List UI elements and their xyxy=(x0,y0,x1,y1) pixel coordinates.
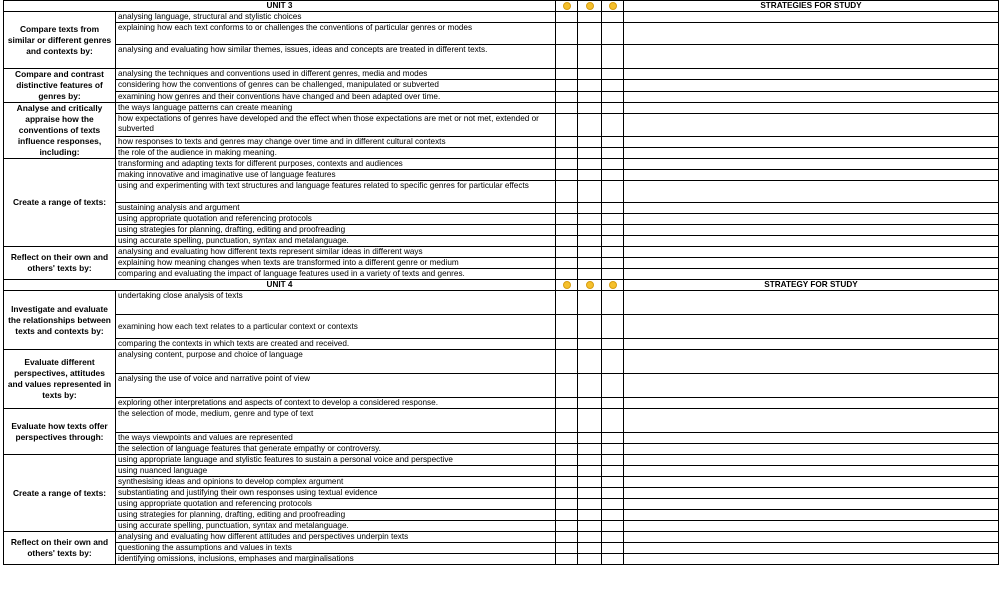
table-row xyxy=(4,291,999,315)
rating-cell-good[interactable] xyxy=(556,170,578,181)
criterion-text: analysing and evaluating how different attitudes and perspectives underpin texts xyxy=(116,532,556,543)
rating-cell-good[interactable] xyxy=(556,181,578,203)
table-row xyxy=(4,225,999,236)
criterion-text: using accurate spelling, punctuation, syntax and metalanguage. xyxy=(116,236,556,247)
rating-cell-good[interactable] xyxy=(556,236,578,247)
strategy-cell[interactable] xyxy=(624,444,999,455)
strategy-cell[interactable] xyxy=(624,236,999,247)
category-label: Create a range of texts: xyxy=(4,455,116,532)
strategy-cell[interactable] xyxy=(624,455,999,466)
table-row xyxy=(4,159,999,170)
strategy-cell[interactable] xyxy=(624,350,999,374)
rating-cell-poor[interactable] xyxy=(602,181,624,203)
frown-face-icon xyxy=(602,280,624,291)
table-row xyxy=(4,12,999,23)
rating-cell-ok[interactable] xyxy=(578,247,602,258)
table-row xyxy=(4,488,999,499)
table-row xyxy=(4,455,999,466)
strategy-cell[interactable] xyxy=(624,69,999,80)
table-row xyxy=(4,147,999,158)
table-row xyxy=(4,398,999,409)
rating-cell-good[interactable] xyxy=(556,103,578,114)
strategy-cell[interactable] xyxy=(624,499,999,510)
rating-cell-poor[interactable] xyxy=(602,350,624,374)
strategy-cell[interactable] xyxy=(624,258,999,269)
rating-cell-ok[interactable] xyxy=(578,236,602,247)
strategy-cell[interactable] xyxy=(624,315,999,339)
rating-cell-good[interactable] xyxy=(556,203,578,214)
criterion-text: how expectations of genres have developed and the effect when those expectations are met or not met, extended or subverted xyxy=(116,114,556,136)
criterion-text: analysing and evaluating how similar themes, issues, ideas and concepts are treated in different texts. xyxy=(116,45,556,69)
rating-cell-ok[interactable] xyxy=(578,45,602,69)
strategy-cell[interactable] xyxy=(624,247,999,258)
criterion-text: using strategies for planning, drafting, editing and proofreading xyxy=(116,510,556,521)
unit-4-title: UNIT 4 xyxy=(4,280,556,291)
rating-cell-poor[interactable] xyxy=(602,225,624,236)
rating-cell-poor[interactable] xyxy=(602,45,624,69)
strategy-cell[interactable] xyxy=(624,433,999,444)
smiley-face-icon xyxy=(556,1,578,12)
rating-cell-good[interactable] xyxy=(556,159,578,170)
rating-cell-poor[interactable] xyxy=(602,136,624,147)
unit-3-title: UNIT 3 xyxy=(4,1,556,12)
rating-cell-ok[interactable] xyxy=(578,269,602,280)
strategies-header: STRATEGIES FOR STUDY xyxy=(624,1,999,12)
neutral-face-icon xyxy=(578,280,602,291)
strategy-cell[interactable] xyxy=(624,398,999,409)
rating-cell-good[interactable] xyxy=(556,444,578,455)
rating-cell-poor[interactable] xyxy=(602,170,624,181)
rating-cell-ok[interactable] xyxy=(578,477,602,488)
criterion-text: comparing the contexts in which texts are created and received. xyxy=(116,339,556,350)
criterion-text: the ways language patterns can create meaning xyxy=(116,103,556,114)
rating-cell-ok[interactable] xyxy=(578,409,602,433)
criterion-text: using and experimenting with text structures and language features related to specific genres for particular effects xyxy=(116,181,556,203)
rating-cell-ok[interactable] xyxy=(578,91,602,102)
rating-cell-poor[interactable] xyxy=(602,258,624,269)
table-row xyxy=(4,339,999,350)
rating-cell-ok[interactable] xyxy=(578,214,602,225)
strategy-cell[interactable] xyxy=(624,170,999,181)
criterion-text: using appropriate quotation and referencing protocols xyxy=(116,214,556,225)
rating-cell-poor[interactable] xyxy=(602,409,624,433)
rating-cell-poor[interactable] xyxy=(602,554,624,565)
strategy-cell[interactable] xyxy=(624,488,999,499)
rating-cell-poor[interactable] xyxy=(602,159,624,170)
category-label: Evaluate how texts offer perspectives through: xyxy=(4,409,116,455)
strategy-header: STRATEGY FOR STUDY xyxy=(624,280,999,291)
table-row xyxy=(4,80,999,91)
strategy-cell[interactable] xyxy=(624,466,999,477)
rating-cell-good[interactable] xyxy=(556,147,578,158)
rating-cell-poor[interactable] xyxy=(602,269,624,280)
criterion-text: using nuanced language xyxy=(116,466,556,477)
rating-cell-poor[interactable] xyxy=(602,12,624,23)
criterion-text: identifying omissions, inclusions, emphases and marginalisations xyxy=(116,554,556,565)
rating-cell-ok[interactable] xyxy=(578,554,602,565)
strategy-cell[interactable] xyxy=(624,214,999,225)
unit-4-header-row xyxy=(4,280,999,291)
rating-cell-ok[interactable] xyxy=(578,433,602,444)
criterion-text: the ways viewpoints and values are represented xyxy=(116,433,556,444)
category-label: Compare texts from similar or different genres and contexts by: xyxy=(4,12,116,69)
rating-cell-ok[interactable] xyxy=(578,181,602,203)
criterion-text: examining how genres and their conventions have changed and been adapted over time. xyxy=(116,91,556,102)
rating-cell-ok[interactable] xyxy=(578,499,602,510)
rating-cell-poor[interactable] xyxy=(602,444,624,455)
rating-cell-poor[interactable] xyxy=(602,236,624,247)
strategy-cell[interactable] xyxy=(624,225,999,236)
category-label: Evaluate different perspectives, attitudes and values represented in texts by: xyxy=(4,350,116,409)
criterion-text: synthesising ideas and opinions to develop complex argument xyxy=(116,477,556,488)
table-row xyxy=(4,409,999,433)
strategy-cell[interactable] xyxy=(624,532,999,543)
table-row xyxy=(4,315,999,339)
criterion-text: comparing and evaluating the impact of language features used in a variety of texts and genres. xyxy=(116,269,556,280)
rating-cell-good[interactable] xyxy=(556,488,578,499)
rating-cell-good[interactable] xyxy=(556,409,578,433)
rating-cell-ok[interactable] xyxy=(578,23,602,45)
table-row xyxy=(4,170,999,181)
category-label: Reflect on their own and others' texts by: xyxy=(4,247,116,280)
rating-cell-good[interactable] xyxy=(556,247,578,258)
table-row xyxy=(4,69,999,80)
rating-cell-good[interactable] xyxy=(556,80,578,91)
table-row xyxy=(4,510,999,521)
rating-cell-poor[interactable] xyxy=(602,398,624,409)
criterion-text: using appropriate quotation and referencing protocols xyxy=(116,499,556,510)
criterion-text: transforming and adapting texts for different purposes, contexts and audiences xyxy=(116,159,556,170)
rating-cell-good[interactable] xyxy=(556,433,578,444)
rating-cell-poor[interactable] xyxy=(602,91,624,102)
criterion-text: undertaking close analysis of texts xyxy=(116,291,556,315)
rating-cell-good[interactable] xyxy=(556,374,578,398)
rating-cell-ok[interactable] xyxy=(578,103,602,114)
rating-cell-poor[interactable] xyxy=(602,466,624,477)
rating-cell-good[interactable] xyxy=(556,315,578,339)
table-row xyxy=(4,203,999,214)
rating-cell-good[interactable] xyxy=(556,269,578,280)
study-checklist xyxy=(3,0,998,565)
table-row xyxy=(4,350,999,374)
table-row xyxy=(4,91,999,102)
criterion-text: analysing the techniques and conventions used in different genres, media and modes xyxy=(116,69,556,80)
rating-cell-good[interactable] xyxy=(556,291,578,315)
table-row xyxy=(4,269,999,280)
rating-cell-ok[interactable] xyxy=(578,12,602,23)
rating-cell-ok[interactable] xyxy=(578,136,602,147)
rating-cell-poor[interactable] xyxy=(602,147,624,158)
criterion-text: examining how each text relates to a particular context or contexts xyxy=(116,315,556,339)
table-row xyxy=(4,103,999,114)
rating-cell-good[interactable] xyxy=(556,339,578,350)
rating-cell-poor[interactable] xyxy=(602,114,624,136)
category-label: Analyse and critically appraise how the conventions of texts influence responses, including: xyxy=(4,103,116,159)
rating-cell-good[interactable] xyxy=(556,543,578,554)
strategy-cell[interactable] xyxy=(624,203,999,214)
strategy-cell[interactable] xyxy=(624,291,999,315)
rating-cell-ok[interactable] xyxy=(578,203,602,214)
strategy-cell[interactable] xyxy=(624,23,999,45)
rating-cell-ok[interactable] xyxy=(578,350,602,374)
strategy-cell[interactable] xyxy=(624,269,999,280)
rating-cell-good[interactable] xyxy=(556,521,578,532)
criterion-text: using strategies for planning, drafting, editing and proofreading xyxy=(116,225,556,236)
smiley-face-icon xyxy=(556,280,578,291)
rating-cell-good[interactable] xyxy=(556,258,578,269)
rating-cell-good[interactable] xyxy=(556,214,578,225)
rating-cell-good[interactable] xyxy=(556,499,578,510)
strategy-cell[interactable] xyxy=(624,114,999,136)
rating-cell-poor[interactable] xyxy=(602,80,624,91)
rating-cell-good[interactable] xyxy=(556,69,578,80)
rating-cell-ok[interactable] xyxy=(578,147,602,158)
criterion-text: the role of the audience in making meaning. xyxy=(116,147,556,158)
category-label: Reflect on their own and others' texts by: xyxy=(4,532,116,565)
rating-cell-ok[interactable] xyxy=(578,444,602,455)
table-row xyxy=(4,236,999,247)
rating-cell-ok[interactable] xyxy=(578,159,602,170)
table-row xyxy=(4,258,999,269)
criterion-text: sustaining analysis and argument xyxy=(116,203,556,214)
table-row xyxy=(4,499,999,510)
neutral-face-icon xyxy=(578,1,602,12)
table-row xyxy=(4,181,999,203)
rating-cell-ok[interactable] xyxy=(578,521,602,532)
rating-cell-good[interactable] xyxy=(556,350,578,374)
rating-cell-ok[interactable] xyxy=(578,291,602,315)
rating-cell-ok[interactable] xyxy=(578,170,602,181)
rating-cell-good[interactable] xyxy=(556,466,578,477)
rating-cell-poor[interactable] xyxy=(602,247,624,258)
rating-cell-ok[interactable] xyxy=(578,466,602,477)
rating-cell-good[interactable] xyxy=(556,12,578,23)
rating-cell-poor[interactable] xyxy=(602,203,624,214)
rating-cell-ok[interactable] xyxy=(578,69,602,80)
rating-cell-poor[interactable] xyxy=(602,499,624,510)
rating-cell-ok[interactable] xyxy=(578,510,602,521)
table-row xyxy=(4,45,999,69)
strategy-cell[interactable] xyxy=(624,12,999,23)
rating-cell-ok[interactable] xyxy=(578,114,602,136)
criterion-text: explaining how each text conforms to or challenges the conventions of particular genres or modes xyxy=(116,23,556,45)
rating-cell-good[interactable] xyxy=(556,91,578,102)
rating-cell-ok[interactable] xyxy=(578,488,602,499)
rating-cell-poor[interactable] xyxy=(602,455,624,466)
rating-cell-ok[interactable] xyxy=(578,543,602,554)
rating-cell-good[interactable] xyxy=(556,510,578,521)
table-row xyxy=(4,444,999,455)
table-row xyxy=(4,247,999,258)
criterion-text: how responses to texts and genres may change over time and in different cultural contexts xyxy=(116,136,556,147)
strategy-cell[interactable] xyxy=(624,554,999,565)
rating-cell-poor[interactable] xyxy=(602,433,624,444)
table-row xyxy=(4,543,999,554)
table-row xyxy=(4,477,999,488)
rating-cell-good[interactable] xyxy=(556,114,578,136)
rating-cell-good[interactable] xyxy=(556,225,578,236)
rating-cell-good[interactable] xyxy=(556,136,578,147)
unit-3-header-row xyxy=(4,1,999,12)
rating-cell-poor[interactable] xyxy=(602,23,624,45)
frown-face-icon xyxy=(602,1,624,12)
rating-cell-poor[interactable] xyxy=(602,532,624,543)
table-row xyxy=(4,374,999,398)
rating-cell-ok[interactable] xyxy=(578,374,602,398)
category-label: Create a range of texts: xyxy=(4,159,116,247)
strategy-cell[interactable] xyxy=(624,45,999,69)
criterion-text: making innovative and imaginative use of language features xyxy=(116,170,556,181)
rating-cell-poor[interactable] xyxy=(602,510,624,521)
table-row xyxy=(4,433,999,444)
rating-cell-ok[interactable] xyxy=(578,532,602,543)
strategy-cell[interactable] xyxy=(624,477,999,488)
rating-cell-poor[interactable] xyxy=(602,521,624,532)
table-row xyxy=(4,214,999,225)
rating-cell-poor[interactable] xyxy=(602,103,624,114)
criterion-text: using accurate spelling, punctuation, syntax and metalanguage. xyxy=(116,521,556,532)
criterion-text: explaining how meaning changes when texts are transformed into a different genre or medium xyxy=(116,258,556,269)
criterion-text: analysing language, structural and stylistic choices xyxy=(116,12,556,23)
rating-cell-good[interactable] xyxy=(556,477,578,488)
rating-cell-poor[interactable] xyxy=(602,69,624,80)
rating-cell-ok[interactable] xyxy=(578,315,602,339)
table-row xyxy=(4,532,999,543)
criterion-text: analysing the use of voice and narrative point of view xyxy=(116,374,556,398)
rating-cell-poor[interactable] xyxy=(602,339,624,350)
rating-cell-ok[interactable] xyxy=(578,455,602,466)
strategy-cell[interactable] xyxy=(624,103,999,114)
strategy-cell[interactable] xyxy=(624,409,999,433)
rating-cell-poor[interactable] xyxy=(602,315,624,339)
rating-cell-ok[interactable] xyxy=(578,398,602,409)
table-row xyxy=(4,114,999,136)
table-row xyxy=(4,554,999,565)
criterion-text: exploring other interpretations and aspects of context to develop a considered response. xyxy=(116,398,556,409)
rating-cell-poor[interactable] xyxy=(602,214,624,225)
strategy-cell[interactable] xyxy=(624,374,999,398)
study-checklist-table xyxy=(3,0,999,565)
table-row xyxy=(4,23,999,45)
category-label: Investigate and evaluate the relationships between texts and contexts by: xyxy=(4,291,116,350)
strategy-cell[interactable] xyxy=(624,80,999,91)
strategy-cell[interactable] xyxy=(624,510,999,521)
table-row xyxy=(4,521,999,532)
rating-cell-poor[interactable] xyxy=(602,543,624,554)
rating-cell-good[interactable] xyxy=(556,23,578,45)
rating-cell-ok[interactable] xyxy=(578,80,602,91)
criterion-text: analysing and evaluating how different texts represent similar ideas in different ways xyxy=(116,247,556,258)
rating-cell-ok[interactable] xyxy=(578,258,602,269)
strategy-cell[interactable] xyxy=(624,159,999,170)
rating-cell-poor[interactable] xyxy=(602,477,624,488)
rating-cell-good[interactable] xyxy=(556,532,578,543)
criterion-text: analysing content, purpose and choice of language xyxy=(116,350,556,374)
criterion-text: the selection of mode, medium, genre and type of text xyxy=(116,409,556,433)
table-row xyxy=(4,466,999,477)
strategy-cell[interactable] xyxy=(624,147,999,158)
strategy-cell[interactable] xyxy=(624,91,999,102)
rating-cell-good[interactable] xyxy=(556,398,578,409)
criterion-text: using appropriate language and stylistic features to sustain a personal voice and perspective xyxy=(116,455,556,466)
strategy-cell[interactable] xyxy=(624,543,999,554)
rating-cell-good[interactable] xyxy=(556,455,578,466)
rating-cell-ok[interactable] xyxy=(578,225,602,236)
rating-cell-poor[interactable] xyxy=(602,291,624,315)
strategy-cell[interactable] xyxy=(624,339,999,350)
rating-cell-good[interactable] xyxy=(556,45,578,69)
criterion-text: substantiating and justifying their own responses using textual evidence xyxy=(116,488,556,499)
strategy-cell[interactable] xyxy=(624,181,999,203)
criterion-text: considering how the conventions of genres can be challenged, manipulated or subverted xyxy=(116,80,556,91)
criterion-text: the selection of language features that generate empathy or controversy. xyxy=(116,444,556,455)
strategy-cell[interactable] xyxy=(624,136,999,147)
strategy-cell[interactable] xyxy=(624,521,999,532)
rating-cell-poor[interactable] xyxy=(602,374,624,398)
rating-cell-poor[interactable] xyxy=(602,488,624,499)
criterion-text: questioning the assumptions and values in texts xyxy=(116,543,556,554)
table-row xyxy=(4,136,999,147)
category-label: Compare and contrast distinctive features of genres by: xyxy=(4,69,116,103)
rating-cell-good[interactable] xyxy=(556,554,578,565)
rating-cell-ok[interactable] xyxy=(578,339,602,350)
